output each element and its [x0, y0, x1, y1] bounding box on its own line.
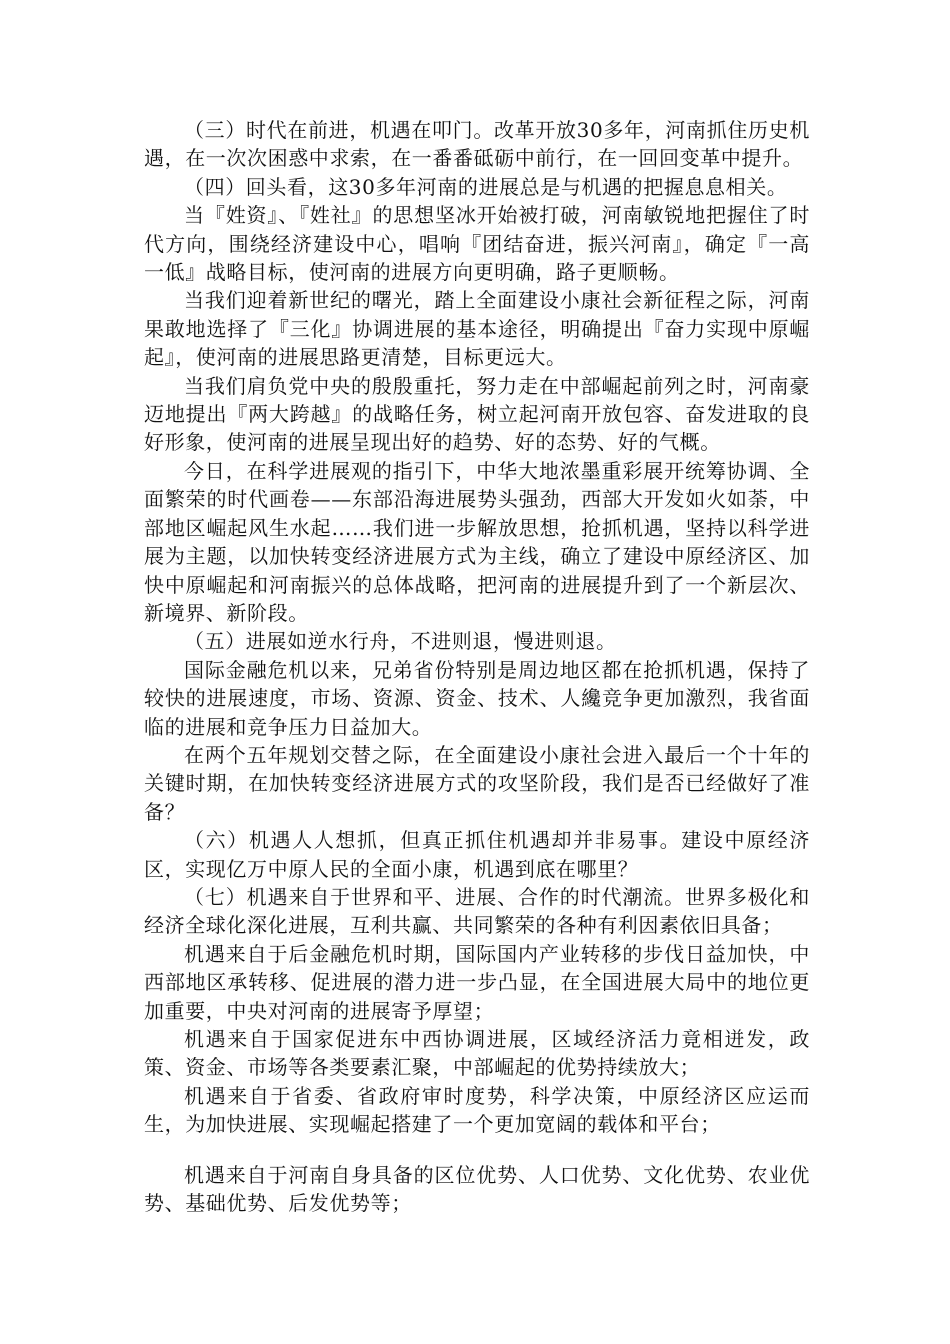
paragraph: （四）回头看，这30多年河南的进展总是与机遇的把握息息相关。 [184, 174, 788, 199]
paragraph: 机遇来自于省委、省政府审时度势，科学决策，中原经济区应运而生，为加快进展、实现崛起搭建了一个更加宽阔的载体和平台； [144, 1083, 810, 1137]
paragraph: （六）机遇人人想抓，但真正抓住机遇却并非易事。建设中原经济区，实现亿万中原人民的全面小康，机遇到底在哪里？ [144, 828, 810, 881]
paragraph: 当『姓资』、『姓社』的思想坚冰开始被打破，河南敏锐地把握住了时代方向，围绕经济建设中心，唱响『团结奋进，振兴河南』，确定『一高一低』战略目标，使河南的进展方向更明确，路子更顺畅。 [144, 203, 810, 285]
paragraph: （三）时代在前进，机遇在叩门。改革开放30多年，河南抓住历史机遇，在一次次困惑中求索，在一番番砥砺中前行，在一回回变革中提升。 [144, 118, 810, 171]
paragraph: 机遇来自于河南自身具备的区位优势、人口优势、文化优势、农业优势、基础优势、后发优势等； [144, 1162, 810, 1216]
paragraph: 机遇来自于后金融危机时期，国际国内产业转移的步伐日益加快，中西部地区承转移、促进展的潜力进一步凸显，在全国进展大局中的地位更加重要，中央对河南的进展寄予厚望； [144, 941, 810, 1023]
paragraph: （五）进展如逆水行舟，不进则退，慢进则退。 [184, 629, 617, 654]
paragraph: 当我们肩负党中央的殷殷重托，努力走在中部崛起前列之时，河南豪迈地提出『两大跨越』的战略任务，树立起河南开放包容、奋发进取的良好形象，使河南的进展呈现出好的趋势、好的态势、好的气概。 [144, 373, 810, 455]
paragraph: 国际金融危机以来，兄弟省份特别是周边地区都在抢抓机遇，保持了较快的进展速度，市场、资源、资金、技术、人纔竞争更加激烈，我省面临的进展和竞争压力日益加大。 [144, 657, 810, 739]
paragraph: 今日，在科学进展观的指引下，中华大地浓墨重彩展开统筹协调、全面繁荣的时代画卷——东部沿海进展势头强劲，西部大开发如火如荼，中部地区崛起风生水起……我们进一步解放思想，抢抓机遇，坚持以科学进展为主题，以加快转变经济进展方式为主线，确立了建设中原经济区、加快中原崛起和河南振兴的总体战略，把河南的进展提升到了一个新层次、新境界、新阶段。 [144, 458, 810, 625]
paragraph: 在两个五年规划交替之际，在全面建设小康社会进入最后一个十年的关键时期，在加快转变经济进展方式的攻坚阶段，我们是否已经做好了准备？ [144, 742, 810, 824]
paragraph: 机遇来自于国家促进东中西协调进展，区域经济活力竟相迸发，政策、资金、市场等各类要素汇聚，中部崛起的优势持续放大； [144, 1027, 810, 1080]
document-body [144, 116, 810, 1217]
paragraph: 当我们迎着新世纪的曙光，踏上全面建设小康社会新征程之际，河南果敢地选择了『三化』协调进展的基本途径，明确提出『奋力实现中原崛起』，使河南的进展思路更清楚，目标更远大。 [144, 288, 810, 370]
paragraph: （七）机遇来自于世界和平、进展、合作的时代潮流。世界多极化和经济全球化深化进展，互利共赢、共同繁荣的各种有利因素依旧具备； [144, 884, 810, 938]
